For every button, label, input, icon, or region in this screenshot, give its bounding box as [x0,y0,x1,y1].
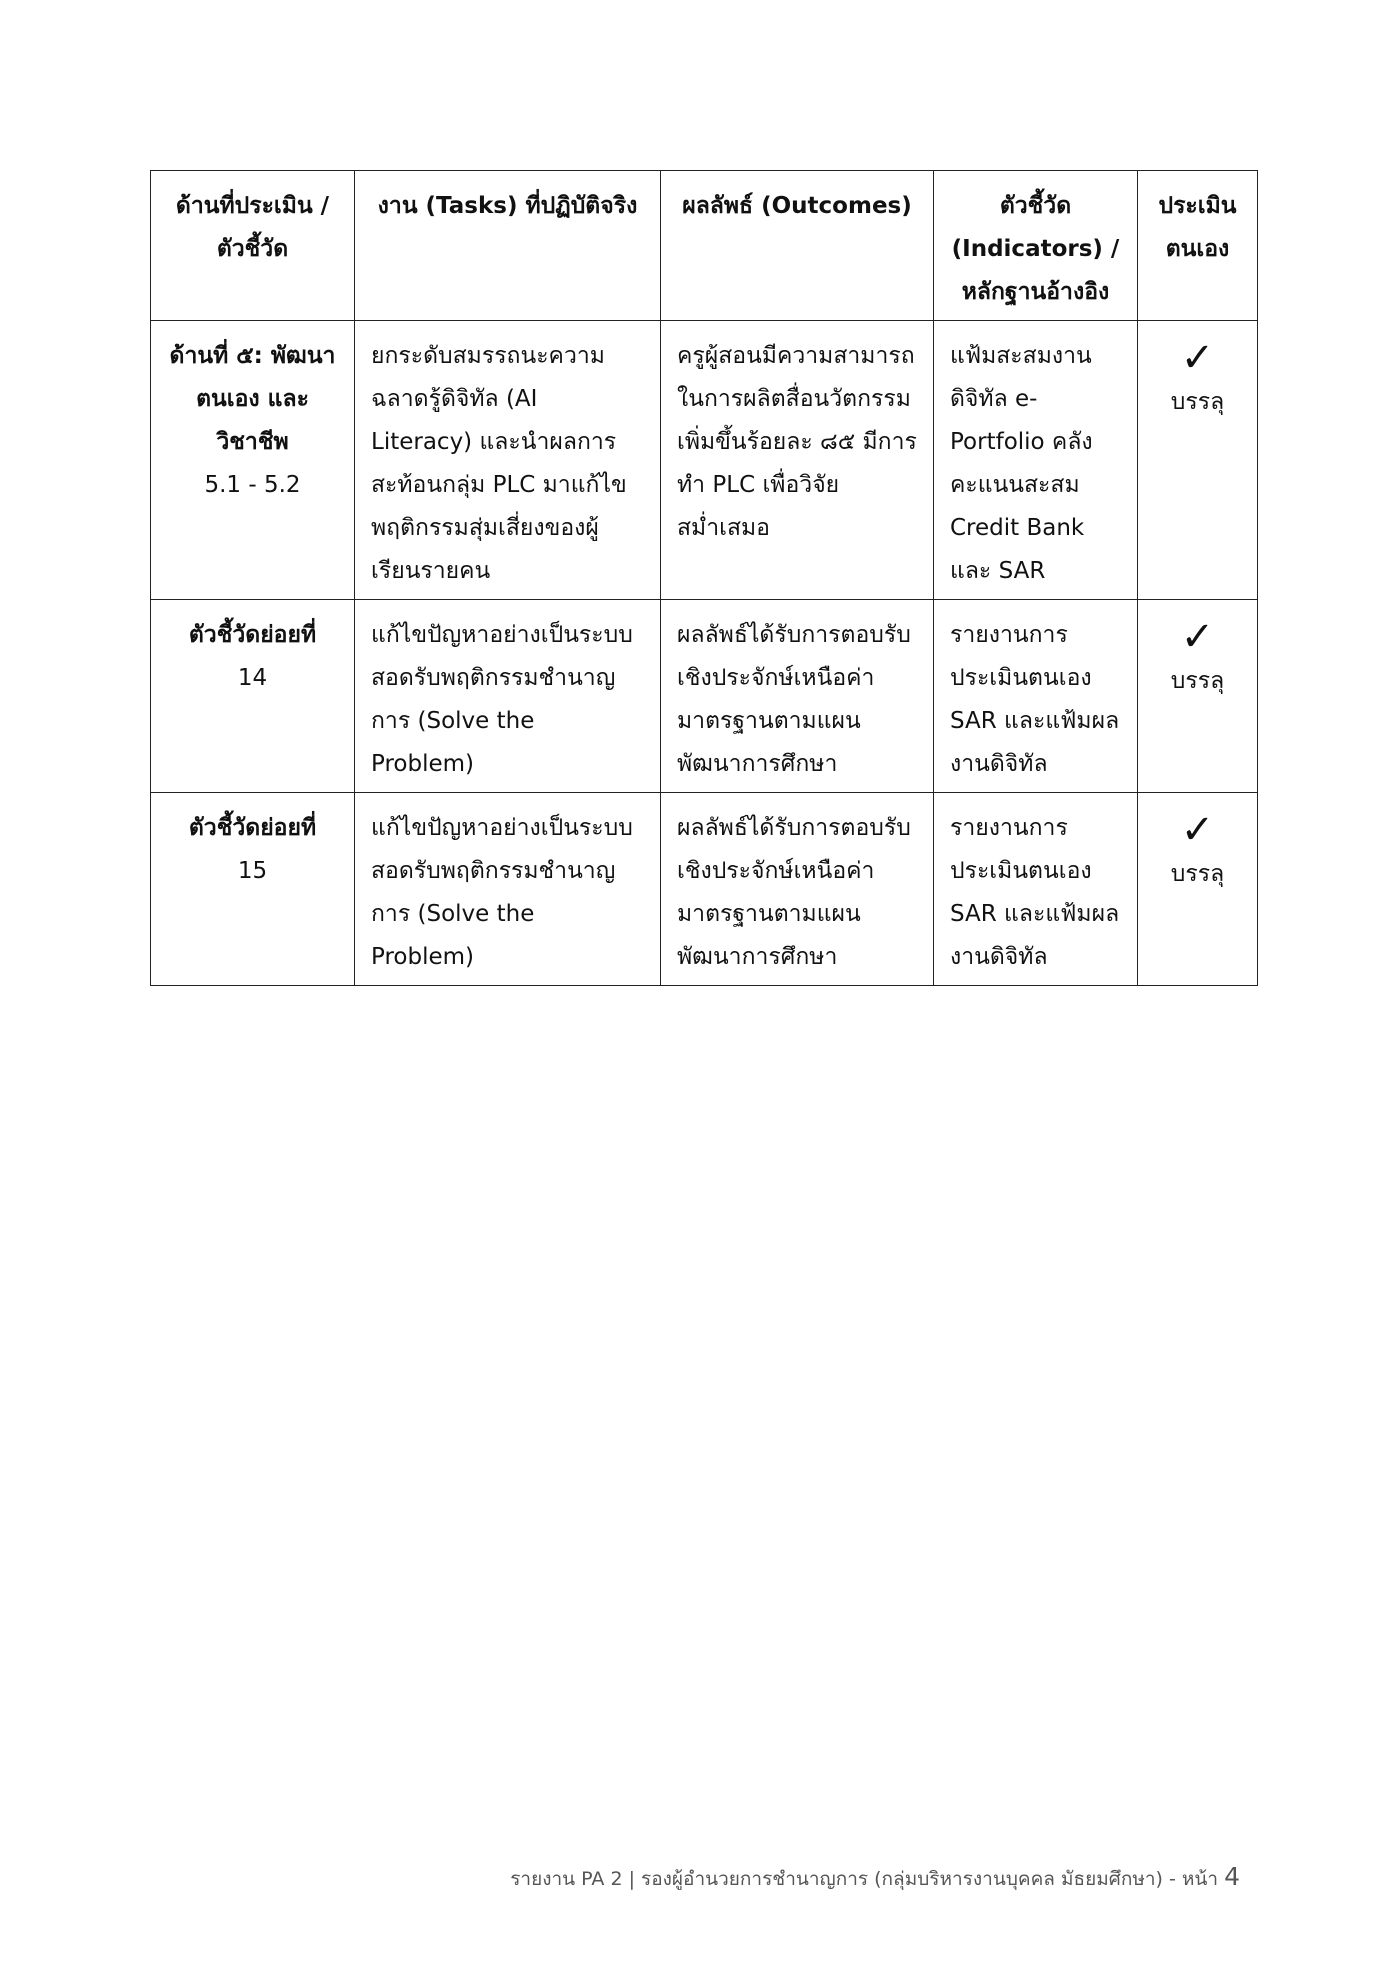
page-number: 4 [1224,1862,1240,1891]
aspect-cell [151,321,355,600]
eval-cell [1138,793,1258,986]
eval-result: บรรลุ [1170,861,1225,887]
eval-result: บรรลุ [1170,668,1225,694]
table-row [151,793,1258,986]
table-header-row [151,171,1258,321]
header-tasks: งาน (Tasks) ที่ปฏิบัติจริง [355,171,661,321]
header-indicators: ตัวชี้วัด (Indicators) / หลักฐานอ้างอิง [934,171,1138,321]
indicator-cell: รายงานการประเมินตนเอง SAR และแฟ้มผลงานดิจิทัล [934,600,1138,793]
checkmark-icon: ✓ [1180,614,1215,660]
outcome-cell: ผลลัพธ์ได้รับการตอบรับเชิงประจักษ์เหนือค่ามาตรฐานตามแผนพัฒนาการศึกษา [661,600,934,793]
outcome-cell: ผลลัพธ์ได้รับการตอบรับเชิงประจักษ์เหนือค่ามาตรฐานตามแผนพัฒนาการศึกษา [661,793,934,986]
aspect-title: ด้านที่ ๕: พัฒนาตนเอง และวิชาชีพ [169,343,336,455]
eval-result: บรรลุ [1170,389,1225,415]
aspect-cell [151,600,355,793]
aspect-sub: 15 [237,858,268,884]
aspect-sub: 5.1 - 5.2 [204,472,301,498]
eval-cell [1138,600,1258,793]
header-self-assessment: ประเมิน ตนเอง [1138,171,1258,321]
indicator-cell: รายงานการประเมินตนเอง SAR และแฟ้มผลงานดิจิทัล [934,793,1138,986]
aspect-cell [151,793,355,986]
table-row [151,321,1258,600]
header-outcomes: ผลลัพธ์ (Outcomes) [661,171,934,321]
table-row [151,600,1258,793]
indicator-cell: แฟ้มสะสมงานดิจิทัล e-Portfolio คลังคะแนนสะสม Credit Bank และ SAR [934,321,1138,600]
task-cell: ยกระดับสมรรถนะความฉลาดรู้ดิจิทัล (AI Literacy) และนำผลการสะท้อนกลุ่ม PLC มาแก้ไขพฤติกรรมสุ่มเสี่ยงของผู้เรียนรายคน [355,321,661,600]
header-aspect: ด้านที่ประเมิน / ตัวชี้วัด [151,171,355,321]
aspect-sub: 14 [237,665,268,691]
page-footer [510,1862,1240,1894]
task-cell: แก้ไขปัญหาอย่างเป็นระบบสอดรับพฤติกรรมชำนาญการ (Solve the Problem) [355,793,661,986]
outcome-cell: ครูผู้สอนมีความสามารถในการผลิตสื่อนวัตกรรมเพิ่มขึ้นร้อยละ ๘๕ มีการทำ PLC เพื่อวิจัยสม่ำเสมอ [661,321,934,600]
footer-text: รายงาน PA 2 | รองผู้อำนวยการชำนาญการ (กลุ่มบริหารงานบุคคล มัธยมศึกษา) - หน้า [510,1868,1219,1890]
checkmark-icon: ✓ [1180,807,1215,853]
task-cell: แก้ไขปัญหาอย่างเป็นระบบสอดรับพฤติกรรมชำนาญการ (Solve the Problem) [355,600,661,793]
aspect-title: ตัวชี้วัดย่อยที่ [188,815,317,841]
eval-cell [1138,321,1258,600]
aspect-title: ตัวชี้วัดย่อยที่ [188,622,317,648]
assessment-table [150,170,1258,986]
checkmark-icon: ✓ [1180,335,1215,381]
